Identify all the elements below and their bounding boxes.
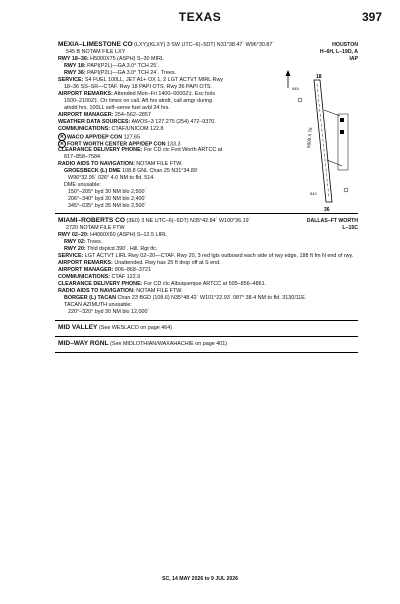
miami-chart-region: DALLAS–FT WORTH (306, 218, 358, 224)
mexia-entry-title (58, 42, 274, 49)
diagram-runway-36-label: 36 (324, 207, 330, 213)
diagram-runway-18-label: 18 (316, 74, 322, 80)
miami-location-line: (3E0) 3 NE UTC–6(–5DT) N35°42.84´ W100°36.19´ (126, 218, 251, 224)
mexia-runway-18: RWY 18: PAPI(P2L)—GA 3.0° TCH 25´. (64, 63, 160, 69)
entry-divider (55, 336, 358, 337)
miami-remarks: AIRPORT REMARKS: Unattended. Rwy has 25 ft drop off at S end. (58, 260, 221, 266)
mexia-remarks: AIRPORT REMARKS: Attended Mon–Fri 1400–0000Z‡. Exc hols (58, 91, 216, 97)
mexia-manager: AIRPORT MANAGER: 254–562–2857 (58, 112, 151, 118)
miami-elevation-notam: 2720 NOTAM FILE FTW (66, 225, 125, 231)
mid-way-entry (58, 341, 227, 348)
miami-runway-main: RWY 02–20: H4060X50 (ASPH) S–12.5 LIRL (58, 232, 167, 238)
diagram-elevation-south: 542 (310, 191, 317, 196)
state-header: TEXAS (178, 10, 222, 24)
mexia-remarks-2: 1500–2100Z‡. Ctr times on call. Aft hrs atndt, call amgr during (64, 98, 213, 104)
page-number: 397 (361, 10, 382, 24)
mexia-radio-aids: RADIO AIDS TO NAVIGATION: NOTAM FILE FTW. (58, 161, 183, 167)
mexia-service-cont: 18–36 SS–SR—CTAF. Rwy 18 PAPI OTS. Rwy 36 PAPI OTS. (64, 84, 212, 90)
entry-divider (55, 320, 358, 321)
miami-airport-name: MIAMI–ROBERTS CO (58, 217, 126, 224)
miami-service: SERVICE: LGT ACTVT LIRL Rwy 02–20—CTAF. Rwy 20, 3 red lgts outboard each side of rwy edge, 188 ft fm N end of rwy. (58, 253, 354, 259)
north-arrow-icon (286, 70, 291, 88)
mexia-runway-main: RWY 18–36: H5000X75 (ASPH) S–30 MIRL (58, 56, 164, 62)
mexia-fortworth-approach: R FORT WORTH CENTER APP/DEP CON 133.3 (58, 140, 181, 148)
mexia-weather: WEATHER DATA SOURCES: AWOS–3 127.275 (254) 472–9370. (58, 119, 216, 125)
entry-divider (55, 352, 358, 353)
mexia-remarks-3: atndd hrs. 100LL self–serve fuel avbl 24 hrs. (64, 105, 170, 111)
mid-valley-reference: (See WESLACO on page 464) (98, 325, 173, 331)
mid-valley-name: MID VALLEY (58, 324, 98, 331)
mid-way-reference: (See MIDLOTHIAN/WAXAHACHIE on page 401) (110, 341, 228, 347)
mexia-service: SERVICE: S4 FUEL 100LL, JET A1+ OX 1, 2 LGT ACTVT MIRL Rwy (58, 77, 224, 83)
runway-18-36 (314, 80, 332, 202)
miami-borger: BORGER (L) TACAN Chan 23 BGD (108.6) N35°48.42´ W101°22.93´ 087° 38.4 NM to fld. 3130/11E. (64, 295, 307, 301)
effective-dates-footer: SC, 14 MAY 2026 to 9 JUL 2026 (161, 576, 239, 582)
mexia-groesbeck: GROESBECK (L) DME 108.8 GNL Chan 25 N31°34.89´ (64, 168, 199, 174)
mid-way-name: MID–WAY RGNL (58, 340, 109, 347)
mexia-chart-region: HOUSTON (332, 42, 358, 48)
radar-symbol-icon: R (58, 140, 66, 148)
mexia-elevation-notam: 545 B NOTAM FILE LXY (66, 49, 126, 55)
miami-entry-title (58, 218, 250, 225)
mexia-waco-approach: R WACO APP/DEP CON 127.65 (58, 133, 140, 141)
miami-manager: AIRPORT MANAGER: 806–868–3721 (58, 267, 151, 273)
mexia-dme-unusable: DME unusable: (64, 182, 101, 188)
miami-tacan-range-1: 220°–320° byd 30 NM blo 12,000´ (68, 309, 150, 315)
miami-radio-aids: RADIO AIDS TO NAVIGATION: NOTAM FILE FTW. (58, 288, 183, 294)
radar-symbol-icon: R (58, 133, 66, 141)
mexia-groesbeck-2: W96°32.95´ 026° 4.0 NM to fld. 514. (68, 175, 155, 181)
mexia-airport-name: MEXIA–LIMESTONE CO (58, 41, 133, 48)
mexia-clearance-phone: 817–858–7584. (64, 154, 102, 160)
diagram-runway-dimensions: 5000 X 75 (306, 127, 314, 149)
mexia-dme-range-1: 150°–205° byd 30 NM blo 2,500´ (68, 189, 147, 195)
miami-communications: COMMUNICATIONS: CTAF 122.9 (58, 274, 141, 280)
mexia-runway-36: RWY 36: PAPI(P2L)—GA 3.0° TCH 24´. Trees. (64, 70, 177, 76)
miami-runway-20: RWY 20: Thld dsplcd 390´. Hill. Rgt tfc. (64, 246, 158, 252)
mexia-clearance: CLEARANCE DELIVERY PHONE: For CD ctc Fort Worth ARTCC at (58, 147, 223, 153)
mexia-location-line: (LXY)(KLXY) 3 SW UTC–6(–5DT) N31°38.47´ W96°30.87´ (134, 42, 275, 48)
mexia-dme-range-2: 206°–340° byd 30 NM blo 2,400´ (68, 196, 147, 202)
diagram-elevation-north: 545 (292, 86, 299, 91)
miami-chart-refs: L–15C (342, 225, 358, 231)
mexia-communications: COMMUNICATIONS: CTAF/UNICOM 122.8 (58, 126, 164, 132)
miami-runway-02: RWY 02: Trees. (64, 239, 103, 245)
mexia-chart-refs: H–6H, L–19D, A (319, 49, 358, 55)
miami-clearance: CLEARANCE DELIVERY PHONE: For CD ctc Albuquerque ARTCC at 505–856–4861. (58, 281, 267, 287)
mid-valley-entry (58, 325, 172, 332)
entry-divider (55, 213, 358, 214)
mexia-iap: IAP (349, 56, 358, 62)
miami-tacan-unusable: TACAN AZIMUTH unusable: (64, 302, 132, 308)
mexia-airport-diagram (280, 70, 360, 220)
mexia-dme-range-3: 345°–035° byd 35 NM blo 2,500´ (68, 203, 147, 209)
